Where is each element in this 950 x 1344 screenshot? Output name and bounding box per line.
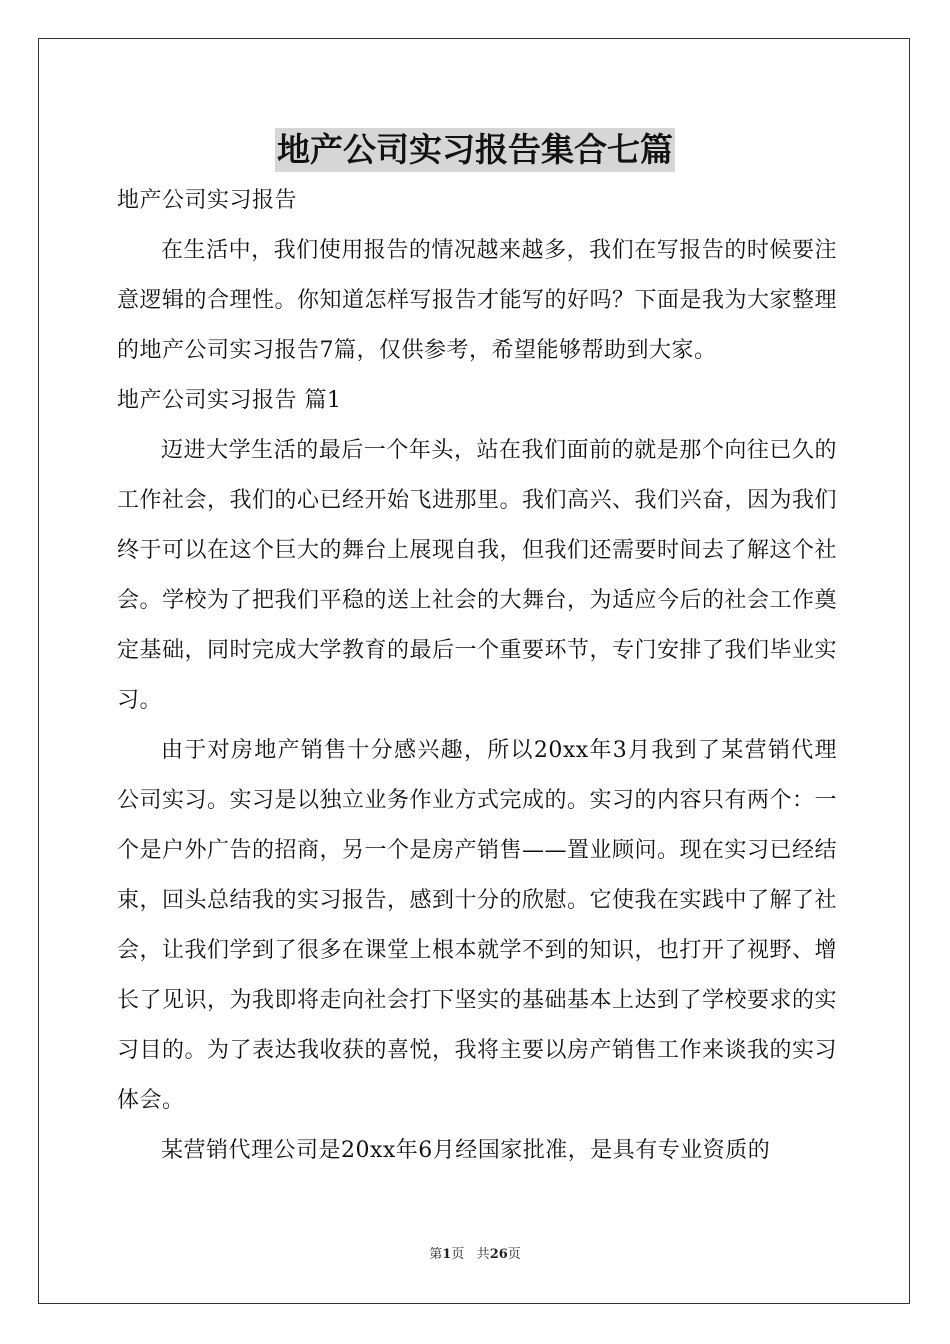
document-subtitle: 地产公司实习报告	[117, 188, 298, 213]
intro-paragraph: 在生活中，我们使用报告的情况越来越多，我们在写报告的时候要注意逻辑的合理性。你知道怎样写报告才能写的好吗？下面是我为大家整理的地产公司实习报告7篇，仅供参考，希望能够帮助到大家。	[117, 238, 838, 363]
section-heading: 地产公司实习报告 篇1	[117, 388, 342, 413]
page-current: 1	[442, 1247, 452, 1262]
page-prefix: 第	[429, 1247, 443, 1262]
document-body	[117, 176, 837, 1176]
page-footer	[0, 1246, 950, 1264]
page-unit: 页	[451, 1247, 465, 1262]
page-total: 26	[489, 1247, 508, 1262]
document-title-wrapper	[0, 128, 950, 172]
total-prefix: 共	[476, 1247, 490, 1262]
body-paragraph-1: 迈进大学生活的最后一个年头，站在我们面前的就是那个向往已久的工作社会，我们的心已经开始飞进那里。我们高兴、我们兴奋，因为我们终于可以在这个巨大的舞台上展现自我，但我们还需要时间去了解这个社会。学校为了把我们平稳的送上社会的大舞台，为适应今后的社会工作奠定基础，同时完成大学教育的最后一个重要环节，专门安排了我们毕业实习。	[117, 438, 838, 713]
body-paragraph-3: 某营销代理公司是20xx年6月经国家批准，是具有专业资质的	[161, 1138, 771, 1163]
total-unit: 页	[507, 1247, 521, 1262]
document-title: 地产公司实习报告集合七篇	[275, 128, 675, 172]
body-paragraph-2: 由于对房地产销售十分感兴趣，所以20xx年3月我到了某营销代理公司实习。实习是以独立业务作业方式完成的。实习的内容只有两个：一个是户外广告的招商，另一个是房产销售——置业顾问。现在实习已经结束，回头总结我的实习报告，感到十分的欣慰。它使我在实践中了解了社会，让我们学到了很多在课堂上根本就学不到的知识，也打开了视野、增长了见识，为我即将走向社会打下坚实的基础基本上达到了学校要求的实习目的。为了表达我收获的喜悦，我将主要以房产销售工作来谈我的实习体会。	[117, 738, 838, 1113]
